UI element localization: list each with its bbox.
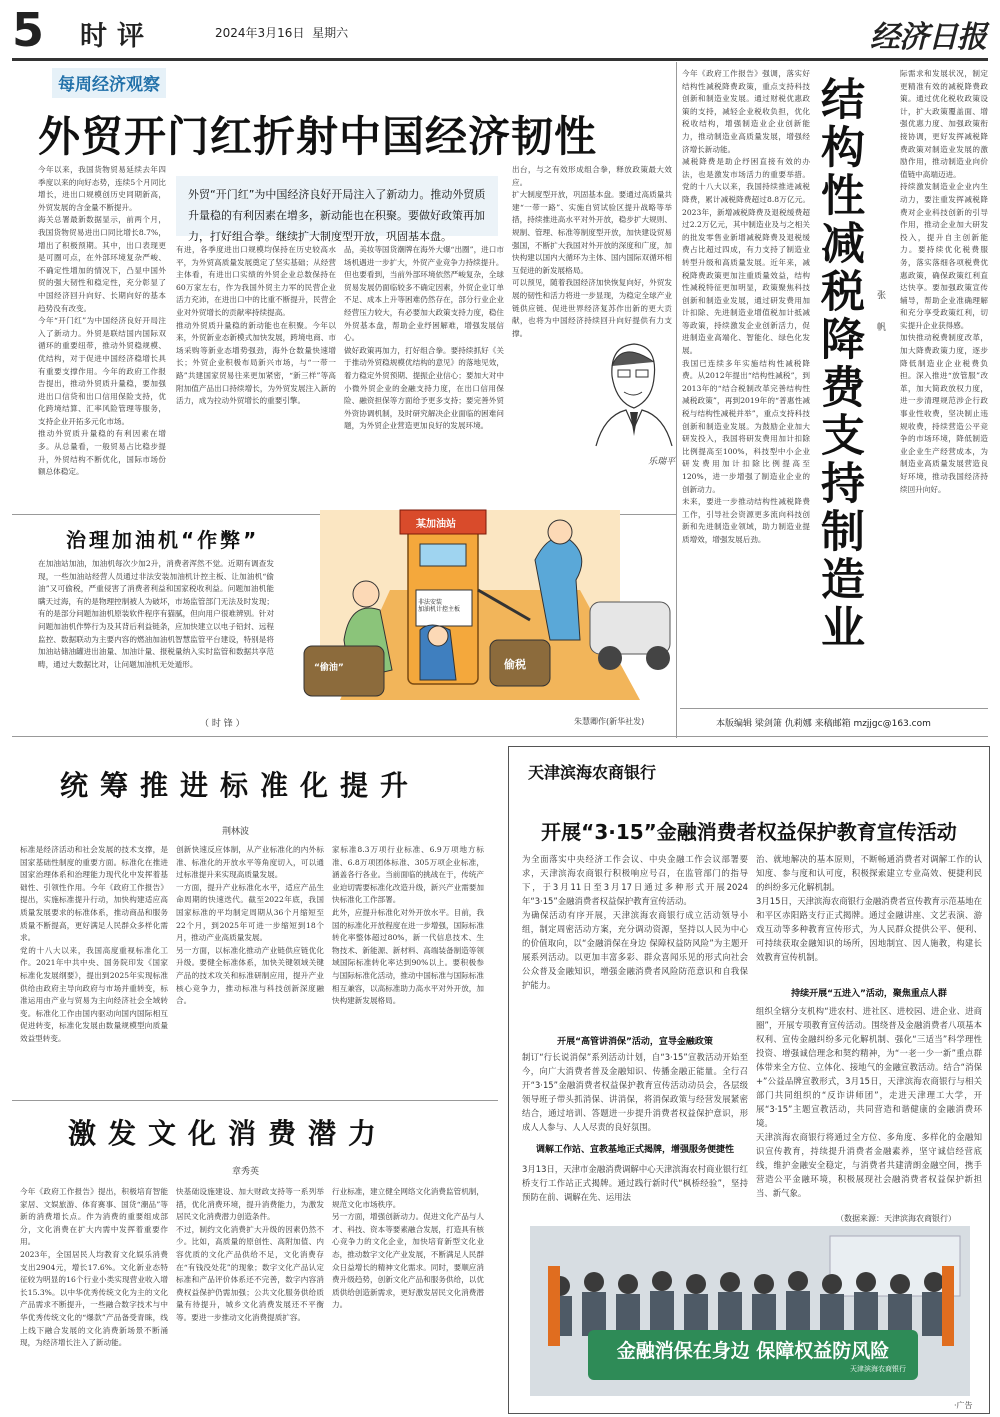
dispenser-label: 非法安装加油机计控主板 bbox=[418, 599, 461, 614]
fuel-cartoon bbox=[280, 470, 672, 710]
column-kicker: 每周经济观察 bbox=[52, 68, 166, 98]
ad-subhead-1: 开展“高管讲消保”活动，宣导金融政策 bbox=[557, 1037, 713, 1047]
consume-column-1: 今年《政府工作报告》提出，积极培育智能家居、文娱旅游、体育赛事、国货“潮品”等新的消费增长点。作为消费的重要组成部分，文化消费在扩大内需中发挥着重要作用。 2023年，全国居民人均教育文化娱乐消费支出2904元，增长17.6%。文化新业态特征较为明显的16个行业小类实现营业收入增长15.3%。以中华优秀传统文化为主的文化产品需求不断提升，一些融合数字技术与中华优秀传统文化的“爆款”产品备受青睐，线上线下融合发展的文化消费新场景不断涌现，为经济增长注入了新动能。 bbox=[20, 1187, 168, 1348]
ad-subhead-3: 持续开展“五进入”活动，聚焦重点人群 bbox=[791, 989, 947, 999]
ad-column-1b: 制订“行长说消保”系列活动计划，自“3·15”宣教活动开始至今，向广大消费者普及金融知识、传播金融正能量。全行召开“3·15”金融消费者权益保护教育宣传活动动员会，各层级领导班子带头抓消保、讲消保，将消保政策与经营发展紧密结合，通过培训、答题进一步提升消费者权益保护意识，形成人人参与、人人尽责的良好氛围。 bbox=[522, 1052, 748, 1132]
tax-byline: 张 帆 bbox=[875, 290, 885, 341]
ad-source: （数据来源：天津滨海农商银行） bbox=[836, 1214, 956, 1223]
standard-column-1: 标准是经济活动和社会发展的技术支撑，是国家基础性制度的重要方面。标准化在推进国家治理体系和治理能力现代化中发挥着基础性、引领性作用。今年《政府工作报告》提出，实施标准提升行动，加快构建适应高质量发展要求的标准体系，推动商品和服务质量不断提高，更好满足人民群众多样化需求。 党的十八大以来，我国高度重视标准化工作。2021年中共中央、国务院印发《国家标准化发展纲要》，提出到2025年实现标准供给由政府主导向政府与市场并重转变，标准运用由产业与贸易为主向经济社会全域转变。标准化工作由国内驱动向国内国际相互促进转变，标准化发展由数量规模型向质量效益型转变。 bbox=[20, 845, 168, 1043]
ad-subhead-2: 调解工作站、宣教基地正式揭牌，增强服务便捷性 bbox=[535, 1145, 734, 1155]
masthead-rule bbox=[12, 58, 988, 61]
lead-column-3: 品，美妆等国货潮牌在海外大爆“出圈”，进口市场机遇进一步扩大，外贸产业竞争力持续提升。 但也要看到，当前外部环境依然严峻复杂，全球贸易发展仍面临较多不确定因素，外贸企业订单不足、成本上升等困难仍然存在，部分行业企业经营压力较大，有必要加大政策支持力度，稳住外贸基本盘，帮助企业纾困解难，增强发展信心。 做好政策再加力，打好组合拳。要持续抓好《关于推动外贸稳规模优结构的意见》的落地见效，着力稳定外贸预期、提振企业信心；要加大对中小微外贸企业的金融支持力度，在出口信用保险、融资担保等方面给予更多支持；要完善外贸外资协调机制，及时研究解决企业面临的困难问题，为外贸企业营造更加良好的发展环境。 bbox=[344, 245, 504, 431]
standard-byline: 荆林波 bbox=[222, 827, 250, 837]
tax-headline-text: 结构性减税降费支持制造业 bbox=[813, 76, 864, 652]
divider bbox=[680, 708, 988, 709]
standard-column-3: 家标准8.3万项行业标准、6.9万项地方标准、6.8万项团体标准、305万项企业标准，涵盖各行各业。当前面临的挑战在于，传统产业迫切需要标准化改造升级，新兴产业需要加快标准化工作部署。 此外，应提升标准化对外开放水平。目前，我国的标准化开放程度在进一步增强，国际标准转化率整体超过80%，新一代信息技术、生物技术、新能源、新材料、高端装备制造等领域国际标准转化率达到90%以上。要积极参与国际标准化活动，推动中国标准与国际标准相互兼容，以高标准助力高水平对外开放，加快构建新发展格局。 bbox=[332, 845, 484, 1006]
lead-headline: 外贸开门红折射中国经济韧性 bbox=[38, 112, 598, 161]
page-number: 5 bbox=[12, 3, 45, 57]
ad-photo bbox=[530, 1226, 970, 1396]
tax-column-1: 今年《政府工作报告》强调，落实好结构性减税降费政策，重点支持科技创新和制造业发展。通过财税优惠政策的支持，减轻企业税收负担，优化税收结构，增强制造业企业创新能力，推动制造业高质量发展，增强经济增长新动能。 减税降费是助企纾困直接有效的办法，也是激发市场活力的重要举措。党的十八大以来，我国持续推进减税降费，累计减税降费超过8.8万亿元。2023年，新增减税降费及退税缓费超过2.2万亿元，其中制造业及与之相关的批发零售业新增减税降费及退税缓费占比超过四成，有力支持了制造业转型升级和高质量发展。近年来，减税降费政策更加注重质量效益，结构性减税特征更加明显，政策聚焦科技创新和制造业发展，通过研发费用加计扣除、先进制造业增值税加计抵减等政策，持续激发企业创新活力，促进制造业高端化、智能化、绿色化发展。 我国已连续多年实施结构性减税降费。从2012年提出“结构性减税”，到2013年的“结合税制改革完善结构性减税政策”，再到2019年的“普惠性减税与结构性减税并举”，重点支持科技创新和制造业发展。为鼓励企业加大研发投入，我国将研发费用加计扣除比例提高至100%，科技型中小企业研发费用加计扣除比例提高至120%，进一步增强了制造业企业的创新动力。 未来，要进一步推动结构性减税降费工作，引导社会资源更多流向科技创新和先进制造业领域，助力制造业提质增效，增强发展后劲。 bbox=[682, 69, 810, 544]
fuel-headline: 治理加油机“作弊” bbox=[66, 528, 260, 552]
fuel-body: 在加油站加油，加油机每次少加2升，消费者浑然不觉。近期有调查发现，一些加油站经营人员通过非法安装加油机计控主板、让加油机“偷油”又可偷税，严重侵害了消费者利益和国家税收利益。问题加油机能瞒天过海，有的是物理控制被人为破坏，市场监管部门无法及时发现；有的是部分问题加油机原装软件程序有猫腻，但向用户很难辨别。针对问题加油机作弊行为及其背后利益链条，应加快建立以电子铅封、远程监控、数据联动为主要内容的燃油加油机智慧监管平台建设，特别是将加油站储油罐进出油量、加油计量、报税量纳入实时监管和数据共享范畴，通过大数据比对，让问题加油机无处遁形。 bbox=[38, 559, 274, 669]
tax-column-2b bbox=[850, 550, 988, 702]
ad-column-2: 治、就地解决的基本原则，不断畅通消费者对调解工作的认知度、参与度和认可度，积极探索建立专业高效、便捷利民的纠纷多元化解机制。 3月15日，天津滨海农商银行金融消费者宣传教育示范基地在和平区赤阳路支行正式揭牌。通过金融讲座、文艺表演、游戏互动等多种教育宣传形式，为人民群众提供公平、便利、可持续获取金融知识的场所，因地制宜、因人施教，构建长效教育宣传机制。 bbox=[756, 854, 982, 962]
section-name: 时评 bbox=[80, 21, 154, 52]
ad-marker: ·广告 bbox=[954, 1401, 973, 1410]
lead-column-2: 有进，各季度进出口规模均保持在历史较高水平，为外贸高质量发展奠定了坚实基础；从经营主体看，有进出口实绩的外贸企业总数保持在60万家左右，作为我国外贸主力军的民营企业活力充沛，在进出口中的比重不断提升，民营企业对外贸增长的贡献率持续提高。 推动外贸质升量稳的新动能也在积聚。今年以来，外贸新业态新模式加快发展，跨境电商、市场采购等新业态增势强劲，海外仓数量快速增长；外贸企业积极布局新兴市场，与“一带一路”共建国家贸易往来更加紧密，“新三样”等高附加值产品出口持续增长，为外贸发展注入新的活力，成为拉动外贸增长的重要引擎。 bbox=[176, 245, 336, 406]
tax-column-2: 际需求和发展状况，制定更精准有效的减税降费政策。通过优化税收政策设计，扩大政策覆盖面、增强优惠力度、加强政策衔接协调，更好发挥减税降费政策对制造业发展的激励作用，推动制造业向价值链中高端迈进。 持续激发制造业企业内生动力，要注重发挥减税降费对企业科技创新的引导作用，推动企业加大研发投入，提升自主创新能力。要持续优化税费服务，落实落细各项税费优惠政策，确保政策红利直达快享。要加强政策宣传辅导，帮助企业准确理解和充分享受政策红利，切实提升企业获得感。 加快推动税费制度改革，加大降费政策力度，逐步降低制造业企业税费负担。深入推进“放管服”改革，加大简政放权力度，进一步清理规范涉企行政事业性收费，坚决制止违规收费，持续营造公平竞争的市场环境，降低制造业企业生产经营成本，为制造业高质量发展营造良好环境，推动我国经济持续回升向好。 bbox=[900, 69, 988, 494]
consume-column-3: 行业标准，建立健全网络文化消费监管机制，规范文化市场秩序。 另一方面，增强创新动力。促进文化产品与人才、科技、资本等要素融合发展，打造具有核心竞争力的文化企业，加快培育新型文化业态，推动数字文化产业发展，不断满足人民群众日益增长的精神文化需求。同时，要顺应消费升级趋势，创新文化产品和服务供给，以优质供给创造新需求，更好激发居民文化消费潜力。 bbox=[332, 1187, 484, 1310]
lead-column-4b bbox=[512, 304, 576, 454]
fuel-byline: （ 时 锋 ） bbox=[200, 719, 245, 729]
lead-column-1: 今年以来，我国货物贸易延续去年四季度以来的向好态势，连续5个月同比增长，进出口规模创历史同期新高，外贸发展的含金量不断提升。 海关总署最新数据显示，前两个月，我国货物贸易进出口同比增长8.7%，增出了积极预期。其中，出口表现更是可圈可点，在外部环境复杂严峻、不确定性增加的情况下，凸显中国外贸的强大韧性和稳定性，充分彰显了中国经济回升向好、长期向好的基本趋势没有改变。 今年“开门红”为中国经济良好开局注入了新动力。外贸是联结国内国际双循环的重要纽带，推动外贸稳规模、优结构，对于促进中国经济稳增长具有重要支撑作用。今年的政府工作报告提出，推动外贸质升量稳，要加强进出口信贷和出口信用保险支持，优化跨境结算、汇率风险管理等服务，支持企业开拓多元化市场。 推动外贸质升量稳的有利因素在增多。从总量看，一般贸易占比稳步提升，外贸结构不断优化，国际市场份额总体稳定。 bbox=[38, 165, 166, 477]
ad-column-2b: 组织全辖分支机构“进农村、进社区、进校园、进企业、进商圈”，开展专项教育宣传活动。围绕普及金融消费者八项基本权利、宣传金融纠纷多元化解机制、强化“三适当”科学理性投资、增强诚信理念和契约精神，为“一老一少一新”重点群体带来全方位、立体化、接地气的金融宣教活动。结合“消保+”公益品牌宣教形式，3月15日，天津滨海农商银行与相关部门共同组织的“反诈讲师团”，走进天津理工大学，开展“3·15”主题宣教活动，共同营造和谐健康的金融消费环境。 天津滨海农商银行将通过全方位、多角度、多样化的金融知识宣传教育，持续提升消费者金融素养，坚守诚信经营底线，维护金融安全稳定，与消费者共建清朗金融空间，携手营造公平金融环境，积极展现社会融消费者权益保护新担当、新气象。 bbox=[756, 1006, 982, 1198]
lead-byline: 乐瑞平 bbox=[648, 457, 676, 467]
ad-banner bbox=[588, 1330, 918, 1380]
issue-date bbox=[215, 24, 348, 41]
divider bbox=[676, 62, 677, 738]
ad-headline: 开展“3·15”金融消费者权益保护教育宣传活动 bbox=[541, 820, 957, 844]
cartoon-caption: 朱慧卿作(新华社发) bbox=[574, 717, 645, 726]
page-credits: 本版编辑 梁剑箫 仇莉娜 来稿邮箱 mzjjgc@163.com bbox=[716, 719, 931, 729]
ad-column-1c: 3月13日，天津市金融消费调解中心天津滨海农村商业银行红桥支行工作站正式揭牌。通过践行新时代“枫桥经验”，坚持预防在前、调解在先、运用法 bbox=[522, 1164, 748, 1202]
ad-column-1: 为全面落实中央经济工作会议、中央金融工作会议部署要求，天津滨海农商银行积极响应号召，在监管部门的指导下，于3月11日至3月17日通过多种形式开展2024年“3·15”金融消费者权益保护教育宣传活动。 为确保活动有序开展，天津滨海农商银行成立活动领导小组，制定周密活动方案，充分调动资源，坚持以人民为中心的价值取向，以“金融消保在身边 保障权益防风险”为主题开展系列活动。以更加丰富多彩、群众喜闻乐见的形式向社会公众普及金融知识，增强金融消费者风险防范意识和自我保护能力。 bbox=[522, 854, 748, 990]
date-text: 2024年3月16日 bbox=[215, 26, 305, 40]
newspaper-logo: 经济日报 bbox=[870, 20, 986, 55]
divider bbox=[12, 1100, 498, 1101]
lead-column-4: 出台，与之有效形成组合拳，释放政策最大效应。 扩大制度型开放，巩固基本盘。要通过高质量共建“一带一路”、实施自贸试验区提升战略等举措，持续推进高水平对外开放，稳步扩大规则、规制、管理、标准等制度型开放，加快建设贸易强国，不断扩大我国对外开放的深度和广度，加快构建以国内大循环为主体、国内国际双循环相互促进的新发展格局。 可以预见，随着我国经济加快恢复向好，外贸发展的韧性和活力将进一步显现，为稳定全球产业链供应链、促进世界经济复苏作出新的更大贡献，也将为中国经济持续回升向好提供有力支撑。 bbox=[512, 165, 672, 338]
standard-column-2: 创新快速反应体制，从产业标准化的内外标准、标准化的开放水平等角度切入，可以通过标准提升来实现高质量发展。 一方面，提升产业标准化水平，适应产品生命周期的快速迭代。截至2022年底，我国国家标准的平均制定周期从36个月缩短至22个月，到2025年可进一步缩短到18个月，推动产业高质量发展。 另一方面，以标准化推动产业链供应链优化升级。要健全标准体系，加快关键领域关键产品的技术攻关和标准研制应用，提升产业核心竞争力，推动标准与科技创新深度融合。 bbox=[176, 845, 324, 1006]
steal-oil-label: “偷油” bbox=[314, 663, 344, 673]
steal-tax-label: 偷税 bbox=[504, 658, 526, 671]
standard-headline: 统筹推进标准化提升 bbox=[60, 769, 421, 802]
weekday-text: 星期六 bbox=[312, 26, 349, 40]
divider bbox=[12, 736, 988, 737]
consume-column-2: 快基础设施建设、加大财政支持等一系列举措，优化消费环境，提升消费能力，为激发居民文化消费潜力创造条件。 不过，制约文化消费扩大升级的因素仍然不少。比如，高质量的原创性、高附加值、内容优质的文化产品供给不足，文化消费存在“有钱没处花”的现象；数字文化产品认定标准和产品评价体系还不完善，数字内容消费权益保护仍需加强；公共文化服务供给质量有待提升，城乡文化消费发展还不平衡等。要进一步推动文化消费提质扩容。 bbox=[176, 1187, 324, 1322]
consume-byline: 章秀英 bbox=[232, 1167, 260, 1177]
bank-name: 天津滨海农商银行 bbox=[528, 763, 657, 782]
consume-headline: 激发文化消费潜力 bbox=[68, 1117, 389, 1150]
ad-banner-org: 天津滨海农商银行 bbox=[850, 1365, 906, 1373]
author-portrait bbox=[582, 336, 682, 460]
lead-pullquote: 外贸“开门红”为中国经济良好开局注入了新动力。推动外贸质升量稳的有利因素在增多，新动能也在积聚。要做好政策再加力，打好组合拳。继续扩大制度型开放，巩固基本盘。 bbox=[176, 176, 498, 236]
station-sign: 某加油站 bbox=[416, 519, 456, 530]
ad-banner-text: 金融消保在身边 保障权益防风险 bbox=[616, 1340, 890, 1362]
